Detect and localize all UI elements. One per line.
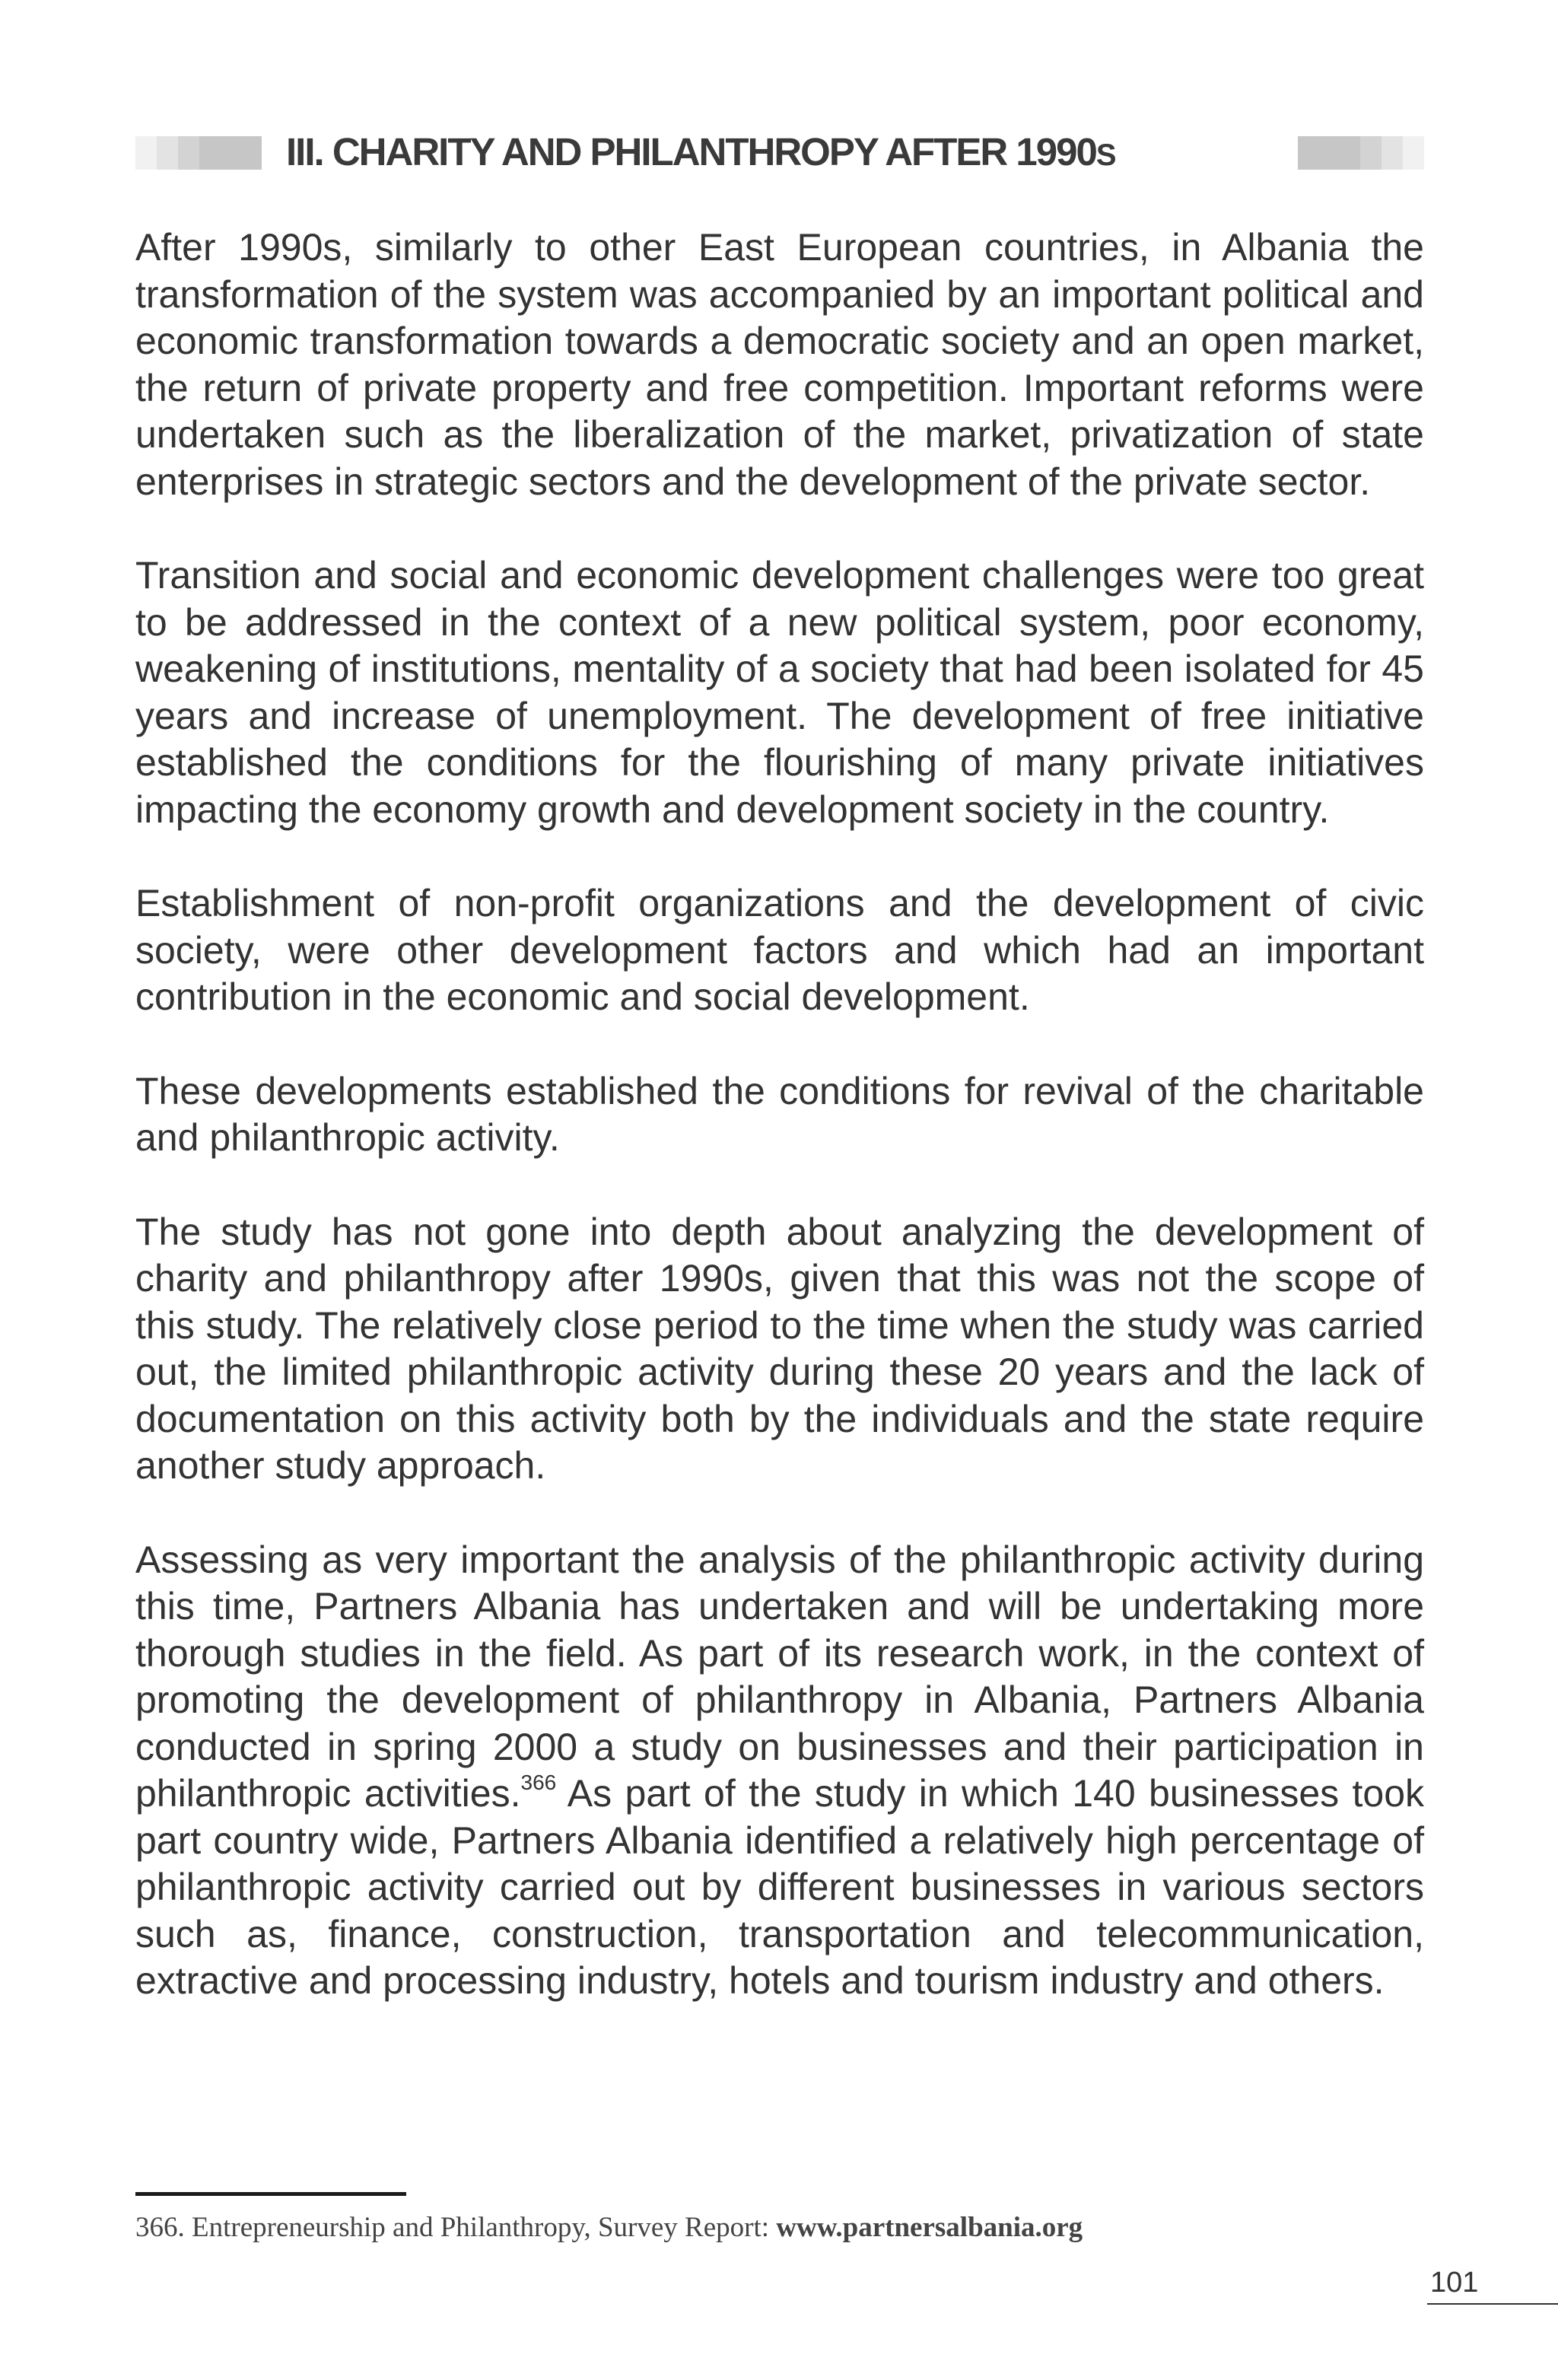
footnote-divider xyxy=(135,2192,406,2196)
paragraph-6 xyxy=(135,1537,1424,2005)
section-heading-suffix: S xyxy=(1095,138,1115,172)
page-number-underline xyxy=(1427,2303,1558,2305)
paragraph-2: Transition and social and economic development challenges were too great to be addressed in the context of a new political system, poor economy, weakening of institutions, mentality of a society that had been isolated for 45 years and increase of unemployment. The development of free initiative established the conditions for the flourishing of many private initiatives impacting the economy growth and development society in the country. xyxy=(135,554,1424,831)
paragraph-4: These developments established the conditions for revival of the charitable and philanthropic activity. xyxy=(135,1069,1424,1159)
footnote-url: www.partnersalbania.org xyxy=(776,2212,1083,2243)
footnote-reference: 366 xyxy=(520,1771,557,1794)
body-text xyxy=(135,224,1424,2005)
section-heading-row xyxy=(135,129,1424,175)
paragraph-6-text-end: As part of the study in which 140 businesses took part country wide, Partners Albania identified a relatively high percentage of philanthropic activity carried out by different businesses in various sectors such as, finance, construction, transportation and telecommunication, extractive and processing industry, hotels and tourism industry and others. xyxy=(135,1772,1425,2002)
paragraph-3: Establishment of non-profit organizations and the development of civic society, were other development factors and which had an important contribution in the economic and social development. xyxy=(135,882,1424,1018)
page-number: 101 xyxy=(1430,2267,1479,2299)
heading-decorative-bar-left xyxy=(135,136,262,170)
paragraph-6-text-start: Assessing as very important the analysis of the philanthropic activity during this time, Partners Albania has undertaken and will be undertaking more thorough studies in the field. As part of its research work, in the context of promoting the development of philanthropy in Albania, Partners Albania conducted in spring 2000 a study on businesses and their participation in philanthropic activities. xyxy=(135,1538,1424,1815)
heading-decorative-bar-right xyxy=(1298,136,1424,170)
footnote-text: 366. Entrepreneurship and Philanthropy, Survey Report: xyxy=(135,2212,777,2243)
footnote xyxy=(135,2210,1083,2246)
paragraph-1: After 1990s, similarly to other East European countries, in Albania the transformation of the system was accompanied by an important political and economic transformation towards a democratic society and an open market, the return of private property and free competition. Important reforms were undertaken such as the liberalization of the market, privatization of state enterprises in strategic sectors and the development of the private sector. xyxy=(135,226,1424,503)
paragraph-5: The study has not gone into depth about analyzing the development of charity and philanthropy after 1990s, given that this was not the scope of this study. The relatively close period to the time when the study was carried out, the limited philanthropic activity during these 20 years and the lack of documentation on this activity both by the individuals and the state require another study approach. xyxy=(135,1210,1424,1487)
section-heading xyxy=(286,129,1115,178)
section-heading-text: III. CHARITY AND PHILANTHROPY AFTER 1990 xyxy=(286,130,1096,173)
